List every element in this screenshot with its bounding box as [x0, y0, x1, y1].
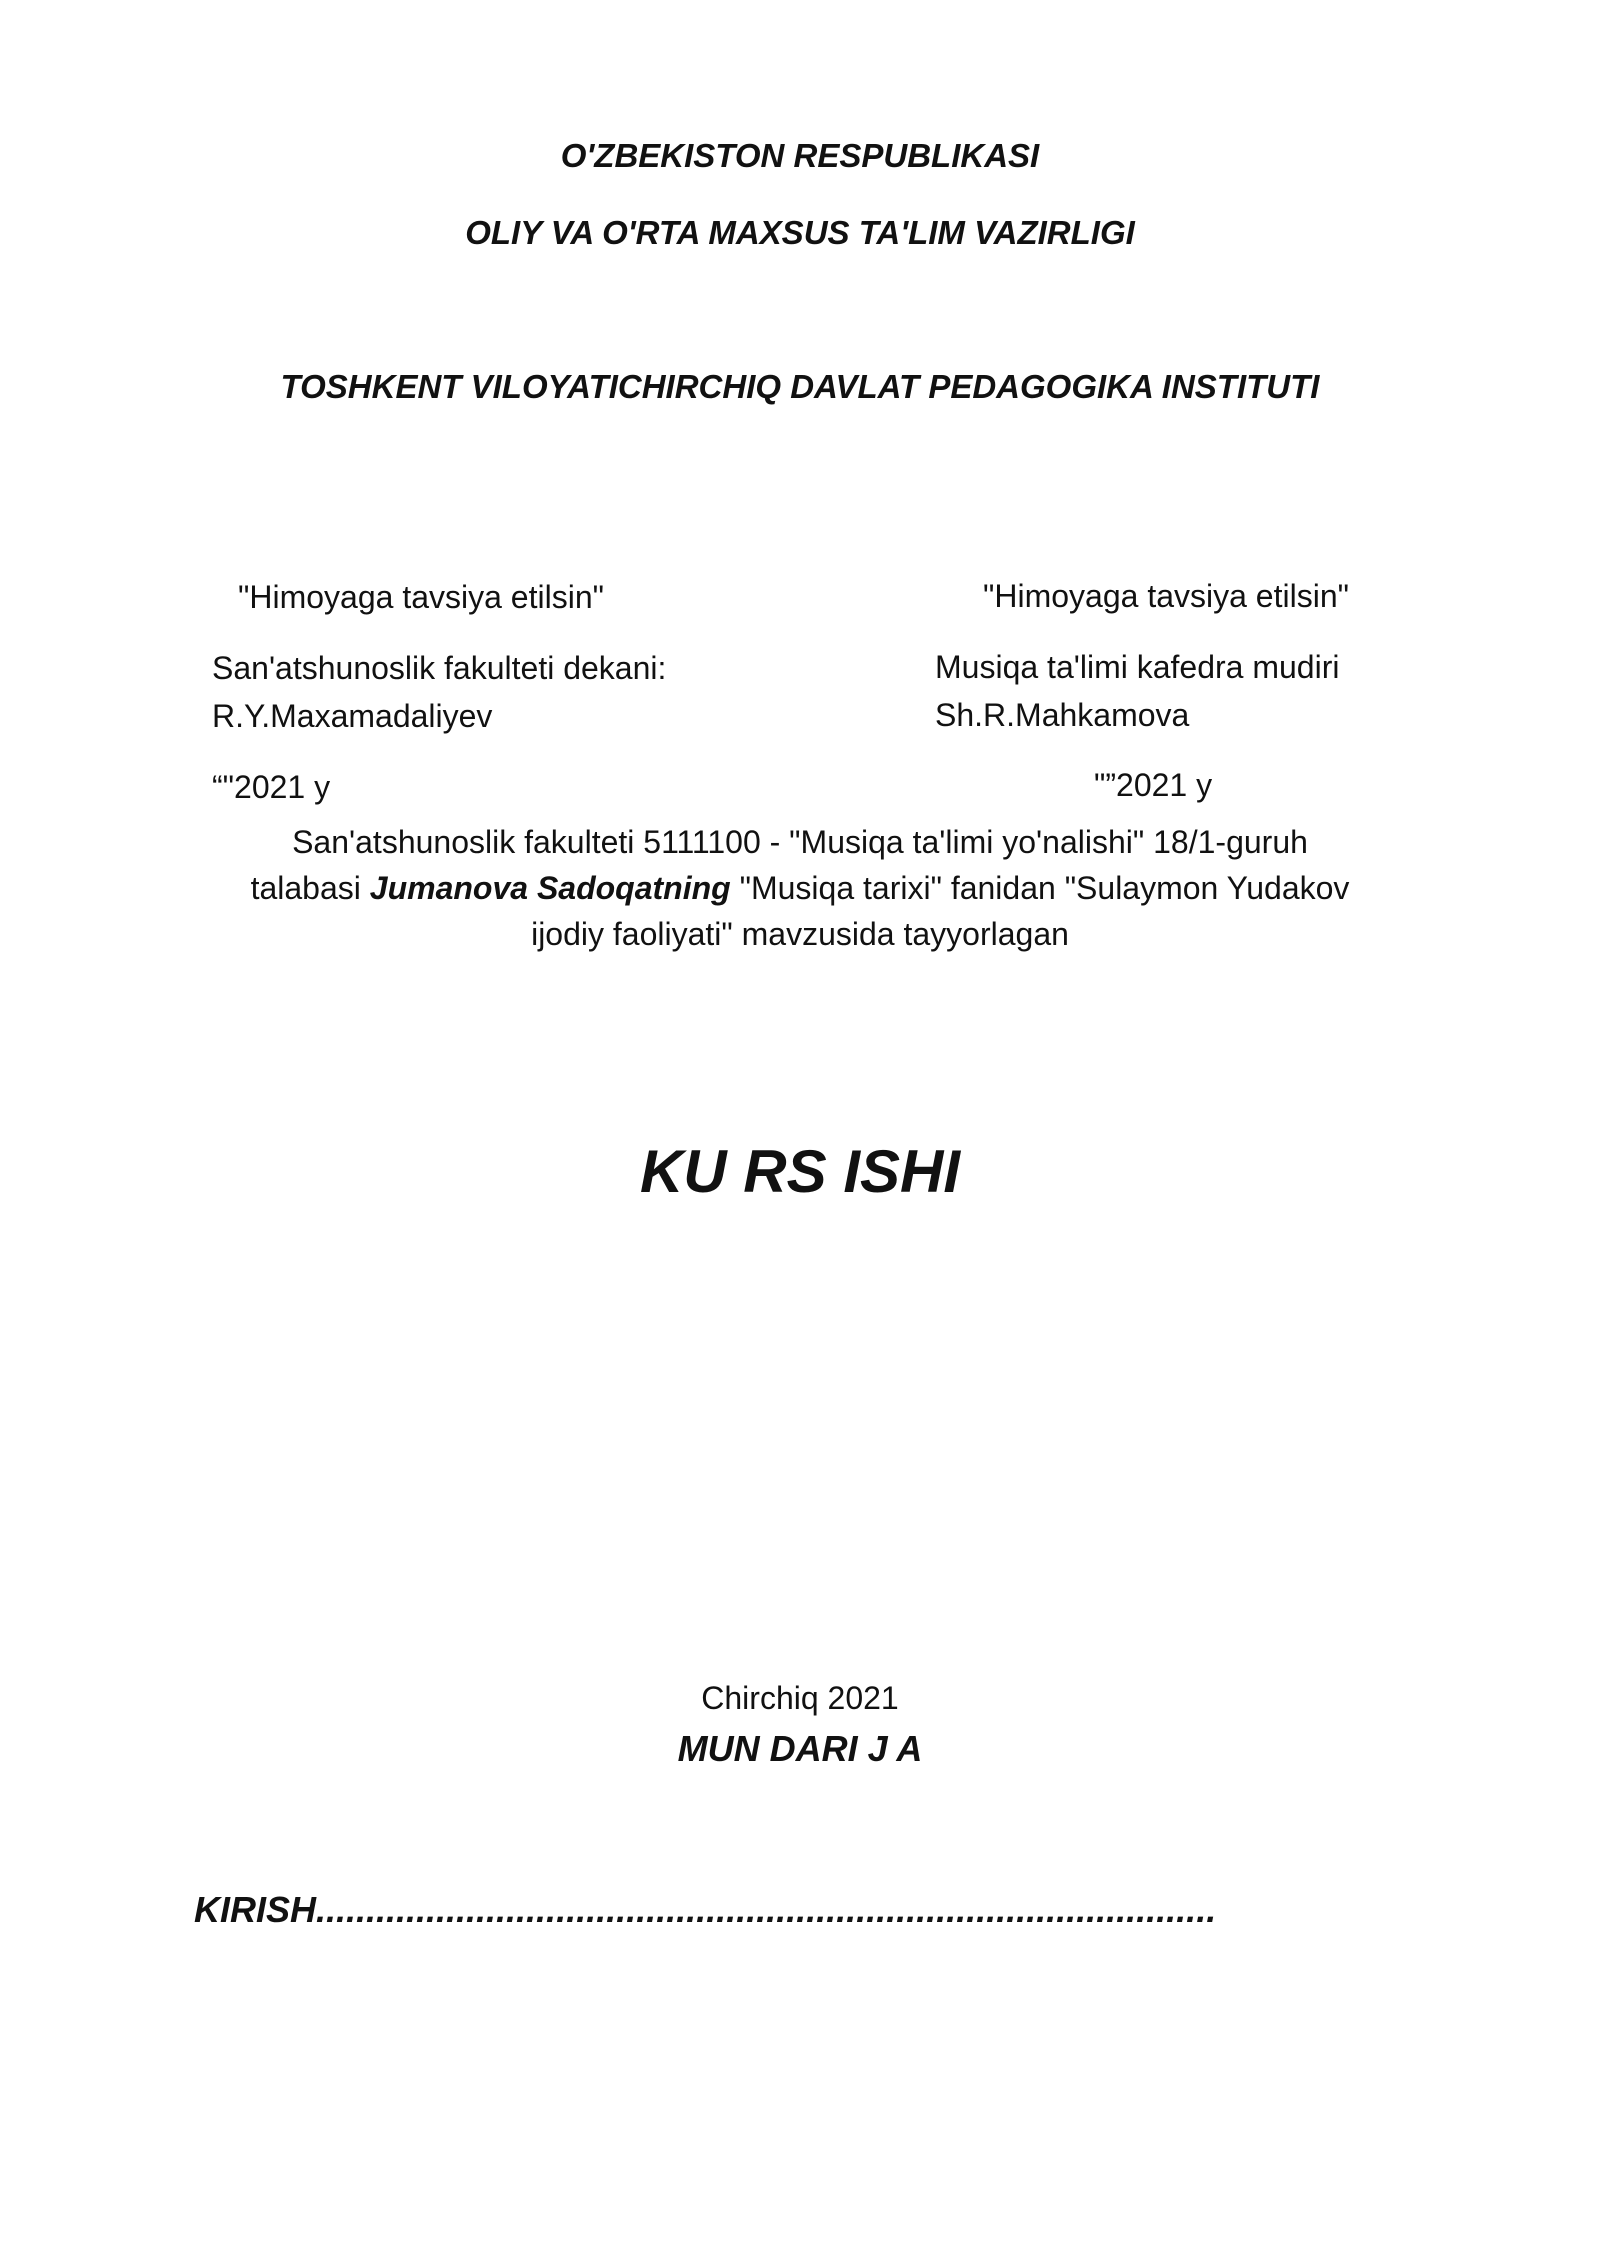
toc-item [194, 1888, 1216, 1931]
description-suffix: "Musiqa tarixi" fanidan "Sulaymon Yudakov [730, 870, 1350, 906]
left-approval-date: “"2021 y [212, 769, 331, 805]
right-approval-position: Musiqa ta'limi kafedra mudiri [935, 649, 1340, 685]
toc-heading: MUN DARI J A [677, 1728, 923, 1769]
right-approval-date: "”2021 y [1094, 767, 1213, 803]
toc-item-label: KIRISH [194, 1889, 317, 1930]
left-approval-name: R.Y.Maxamadaliyev [212, 698, 493, 734]
student-name: Jumanova Sadoqatning [369, 870, 731, 906]
document-title: KU RS ISHI [639, 1138, 961, 1205]
right-approval-name: Sh.R.Mahkamova [935, 697, 1190, 733]
header-ministry: OLIY VA O'RTA MAXSUS TA'LIM VAZIRLIGI [465, 214, 1135, 251]
place-year: Chirchiq 2021 [701, 1680, 899, 1716]
toc-item-leader: .......................................................................................... [316, 1889, 1217, 1930]
description-prefix: talabasi [250, 870, 370, 906]
left-approval-quote: "Himoyaga tavsiya etilsin" [238, 579, 604, 615]
description-line-3: ijodiy faoliyati" mavzusida tayyorlagan [531, 916, 1069, 952]
header-republic: O'ZBEKISTON RESPUBLIKASI [560, 137, 1040, 174]
left-approval-position: San'atshunoslik fakulteti dekani: [212, 650, 667, 686]
header-institute: TOSHKENT VILOYATICHIRCHIQ DAVLAT PEDAGOGIKA INSTITUTI [280, 368, 1320, 405]
right-approval-quote: "Himoyaga tavsiya etilsin" [983, 578, 1349, 614]
description-line-2 [0, 869, 1600, 907]
description-line-1: San'atshunoslik fakulteti 5111100 - "Musiqa ta'limi yo'nalishi" 18/1-guruh [292, 824, 1308, 860]
